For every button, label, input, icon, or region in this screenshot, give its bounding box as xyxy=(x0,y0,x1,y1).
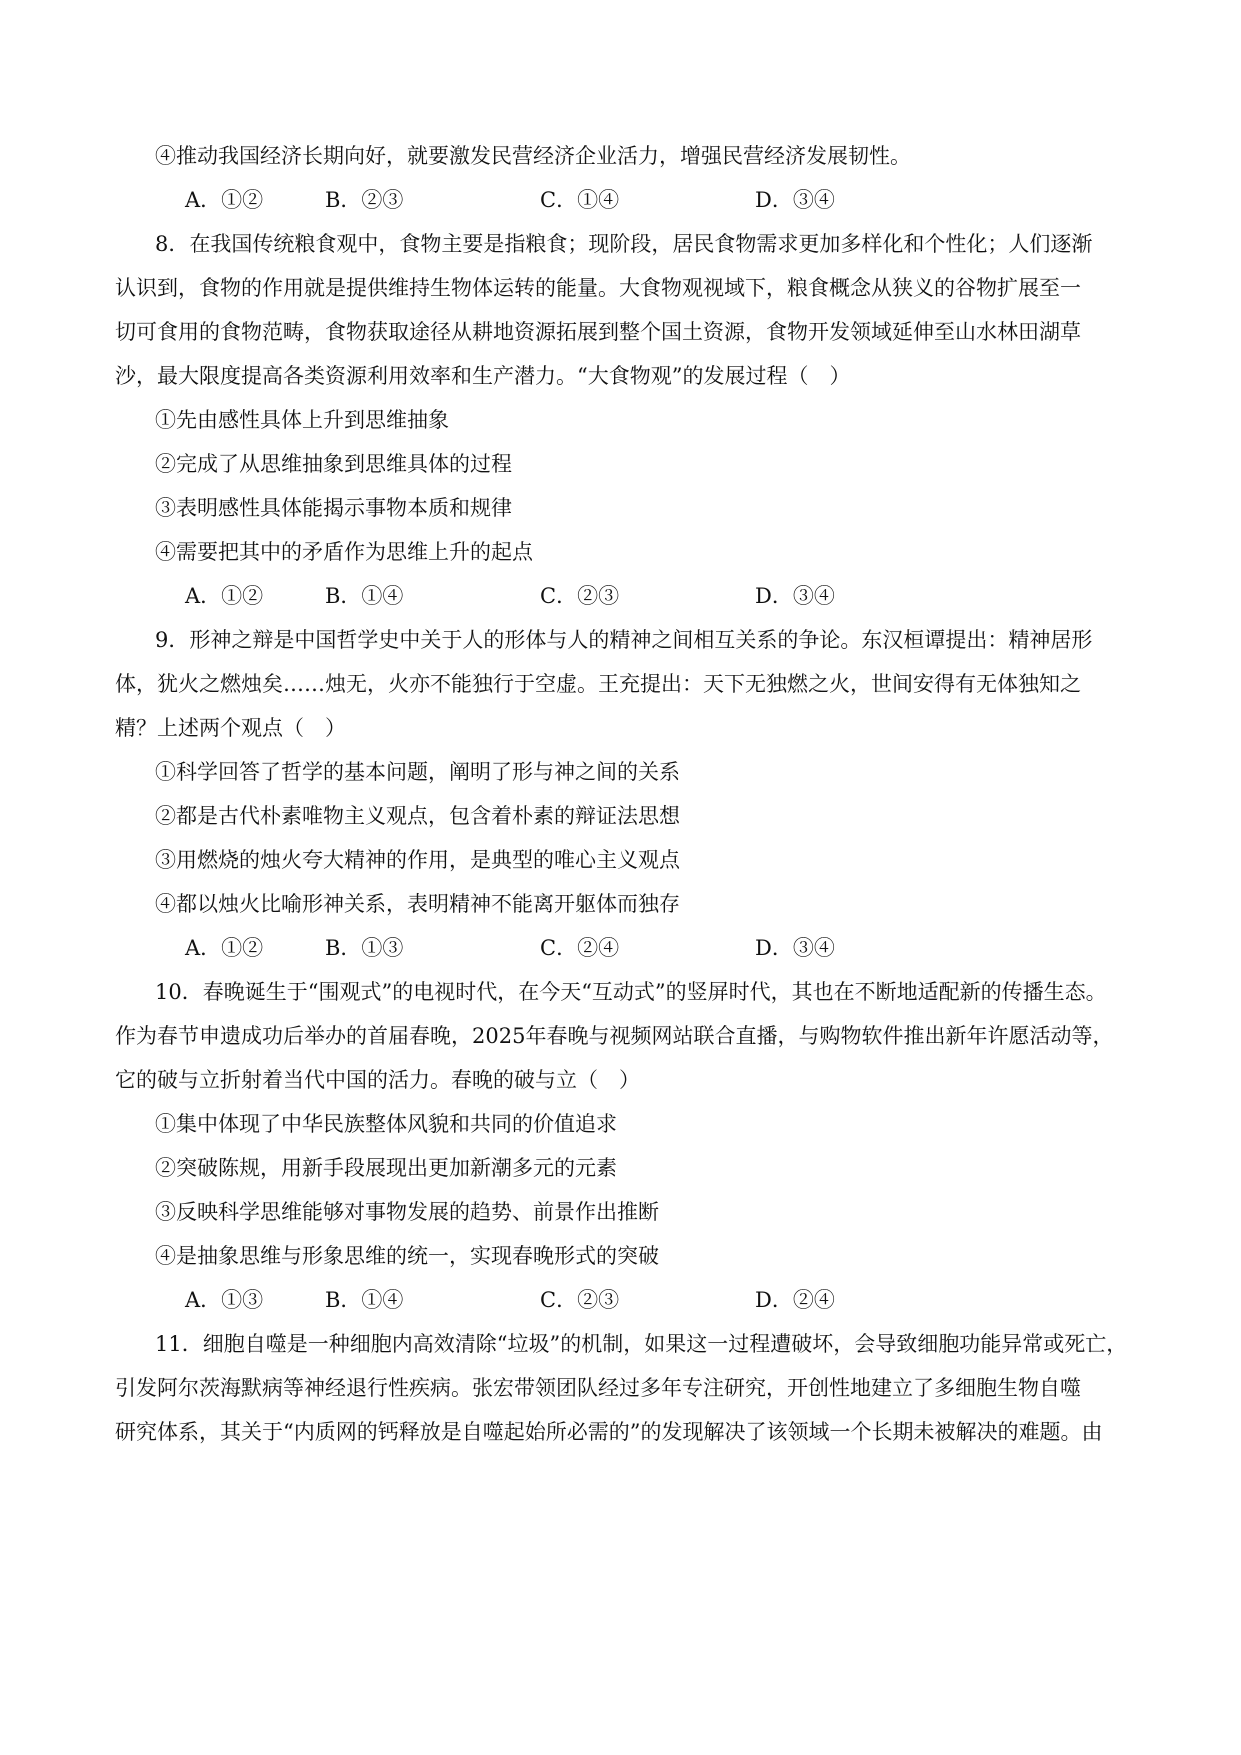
q10-stem-line: 作为春节申遗成功后举办的首届春晚，2025年春晚与视频网站联合直播，与购物软件推出新年许愿活动等， xyxy=(115,1024,1114,1048)
choice-d: D．③④ xyxy=(755,584,835,608)
q9-stem-line: 精？上述两个观点（ ） xyxy=(115,716,346,740)
q10-stem-line: 它的破与立折射着当代中国的活力。春晚的破与立（ ） xyxy=(115,1068,640,1092)
choice-d: D．③④ xyxy=(755,936,835,960)
q11-stem-line: 11．细胞自噬是一种细胞内高效清除“垃圾”的机制，如果这一过程遭破坏，会导致细胞功能异常或死亡， xyxy=(155,1332,1128,1356)
q9-statement-4: ④都以烛火比喻形神关系，表明精神不能离开躯体而独存 xyxy=(155,892,680,916)
q8-statement-3: ③表明感性具体能揭示事物本质和规律 xyxy=(155,496,512,520)
q10-statement-1: ①集中体现了中华民族整体风貌和共同的价值追求 xyxy=(155,1112,617,1136)
q9-stem-line: 体，犹火之燃烛矣……烛无，火亦不能独行于空虚。王充提出：天下无独燃之火，世间安得有无体独知之 xyxy=(115,672,1081,696)
choice-b: B．①④ xyxy=(325,1288,404,1312)
q9-statement-3: ③用燃烧的烛火夸大精神的作用，是典型的唯心主义观点 xyxy=(155,848,680,872)
q8-stem-line: 沙，最大限度提高各类资源利用效率和生产潜力。“大食物观”的发展过程（ ） xyxy=(115,364,851,388)
choice-b: B．①③ xyxy=(325,936,404,960)
q8-statement-4: ④需要把其中的矛盾作为思维上升的起点 xyxy=(155,540,533,564)
q8-stem-line: 8．在我国传统粮食观中，食物主要是指粮食；现阶段，居民食物需求更加多样化和个性化；人们逐渐 xyxy=(155,232,1093,256)
choice-b: B．①④ xyxy=(325,584,404,608)
q9-stem-line: 9．形神之辩是中国哲学史中关于人的形体与人的精神之间相互关系的争论。东汉桓谭提出：精神居形 xyxy=(155,628,1093,652)
choice-b: B．②③ xyxy=(325,188,404,212)
choice-c: C．②④ xyxy=(540,936,620,960)
q10-stem-line: 10．春晚诞生于“围观式”的电视时代，在今天“互动式”的竖屏时代，其也在不断地适配新的传播生态。 xyxy=(155,980,1107,1004)
q8-stem-line: 认识到，食物的作用就是提供维持生物体运转的能量。大食物观视域下，粮食概念从狭义的谷物扩展至一 xyxy=(115,276,1081,300)
q8-stem-line: 切可食用的食物范畴，食物获取途径从耕地资源拓展到整个国土资源，食物开发领域延伸至山水林田湖草 xyxy=(115,320,1081,344)
choice-a: A．①③ xyxy=(185,1288,264,1312)
choice-d: D．③④ xyxy=(755,188,835,212)
q10-statement-4: ④是抽象思维与形象思维的统一，实现春晚形式的突破 xyxy=(155,1244,659,1268)
choice-c: C．①④ xyxy=(540,188,620,212)
q7-statement-4: ④推动我国经济长期向好，就要激发民营经济企业活力，增强民营经济发展韧性。 xyxy=(155,144,911,168)
q10-statement-2: ②突破陈规，用新手段展现出更加新潮多元的元素 xyxy=(155,1156,617,1180)
choice-a: A．①② xyxy=(185,936,264,960)
choice-c: C．②③ xyxy=(540,584,620,608)
choice-a: A．①② xyxy=(185,188,264,212)
q8-statement-2: ②完成了从思维抽象到思维具体的过程 xyxy=(155,452,512,476)
q11-stem-line: 研究体系，其关于“内质网的钙释放是自噬起始所必需的”的发现解决了该领域一个长期未被解决的难题。由 xyxy=(115,1420,1103,1444)
q8-statement-1: ①先由感性具体上升到思维抽象 xyxy=(155,408,449,432)
q9-statement-1: ①科学回答了哲学的基本问题，阐明了形与神之间的关系 xyxy=(155,760,680,784)
choice-c: C．②③ xyxy=(540,1288,620,1312)
choice-a: A．①② xyxy=(185,584,264,608)
q9-statement-2: ②都是古代朴素唯物主义观点，包含着朴素的辩证法思想 xyxy=(155,804,680,828)
choice-d: D．②④ xyxy=(755,1288,835,1312)
q11-stem-line: 引发阿尔茨海默病等神经退行性疾病。张宏带领团队经过多年专注研究，开创性地建立了多细胞生物自噬 xyxy=(115,1376,1081,1400)
q10-statement-3: ③反映科学思维能够对事物发展的趋势、前景作出推断 xyxy=(155,1200,659,1224)
